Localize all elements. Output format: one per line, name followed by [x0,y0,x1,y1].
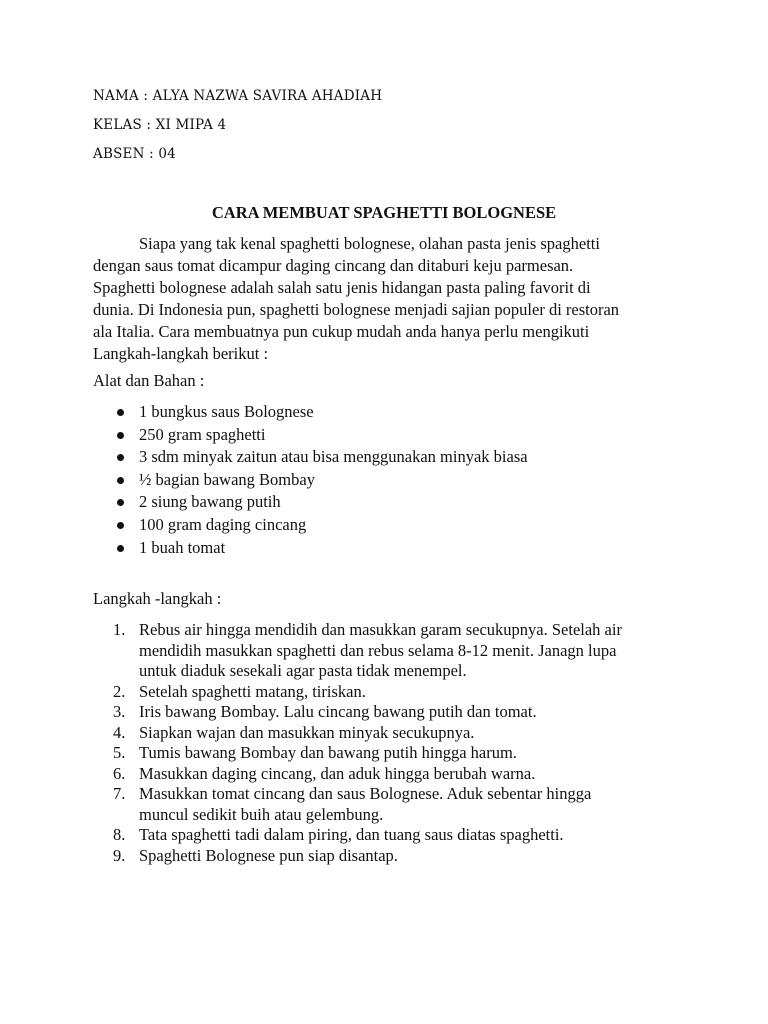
step-number: 7. [113,784,126,803]
step-item [93,620,693,682]
step-text: Rebus air hingga mendidih dan masukkan garam secukupnya. Setelah air [139,620,622,639]
step-item [93,784,693,825]
ingredient-item [93,538,528,561]
ingredient-item [93,402,528,425]
ingredient-text: ½ bagian bawang Bombay [139,469,315,489]
intro-line: Spaghetti bolognese adalah salah satu jenis hidangan pasta paling favorit di [93,278,591,297]
intro-line: Langkah-langkah berikut : [93,344,269,363]
ingredient-item [93,425,528,448]
intro-line: ala Italia. Cara membuatnya pun cukup mudah anda hanya perlu mengikuti [93,322,590,341]
ingredient-text: 1 buah tomat [139,537,226,557]
ingredient-item [93,515,528,538]
step-number: 9. [113,845,126,865]
steps-heading: Langkah -langkah : [93,589,222,608]
step-item [93,702,693,723]
step-number: 6. [113,763,126,783]
step-text: Spaghetti Bolognese pun siap disantap. [139,845,398,865]
step-number: 3. [113,702,126,721]
step-text: Masukkan daging cincang, dan aduk hingga berubah warna. [139,763,536,783]
student-class: KELAS : XI MIPA 4 [93,117,227,133]
step-item [93,743,693,764]
step-text: Tata spaghetti tadi dalam piring, dan tuang saus diatas spaghetti. [139,825,564,844]
bullet-icon [117,432,124,439]
step-number: 5. [113,743,126,762]
tools-heading: Alat dan Bahan : [93,371,205,390]
step-number: 1. [113,620,126,639]
ingredient-text: 2 siung bawang putih [139,492,281,512]
ingredients-list [93,402,528,560]
bullet-icon [117,499,124,506]
ingredient-text: 250 gram spaghetti [139,424,266,444]
step-text: Tumis bawang Bombay dan bawang putih hingga harum. [139,743,517,762]
ingredient-item [93,447,528,470]
ingredient-item [93,492,528,515]
ingredient-text: 100 gram daging cincang [139,514,307,534]
step-text: Setelah spaghetti matang, tiriskan. [139,681,366,701]
intro-paragraph [93,233,683,365]
step-text: mendidih masukkan spaghetti dan rebus selama 8-12 menit. Janagn lupa [139,640,617,660]
bullet-icon [117,477,124,484]
step-item [93,723,693,744]
step-number: 8. [113,825,126,844]
step-text: Iris bawang Bombay. Lalu cincang bawang putih dan tomat. [139,702,537,721]
bullet-icon [117,522,124,529]
step-text: Masukkan tomat cincang dan saus Bolognese. Aduk sebentar hingga [139,784,592,803]
step-text: untuk diaduk sesekali agar pasta tidak menempel. [139,661,467,680]
bullet-icon [117,454,124,461]
step-number: 4. [113,722,126,742]
step-item [93,682,693,703]
document-title: CARA MEMBUAT SPAGHETTI BOLOGNESE [211,203,557,222]
intro-line: dunia. Di Indonesia pun, spaghetti bolognese menjadi sajian populer di restoran [93,300,620,319]
step-text: Siapkan wajan dan masukkan minyak secukupnya. [139,722,475,742]
step-number: 2. [113,681,126,701]
steps-list [93,620,693,866]
step-item [93,825,693,846]
intro-line: dengan saus tomat dicampur daging cincang dan ditaburi keju parmesan. [93,256,574,275]
student-attendance-number: ABSEN : 04 [93,146,176,162]
ingredient-item [93,470,528,493]
intro-line: Siapa yang tak kenal spaghetti bolognese, olahan pasta jenis spaghetti [139,234,600,253]
bullet-icon [117,409,124,416]
bullet-icon [117,545,124,552]
step-item [93,846,693,867]
step-text: muncul sedikit buih atau gelembung. [139,804,384,824]
ingredient-text: 3 sdm minyak zaitun atau bisa menggunakan minyak biasa [139,447,528,467]
ingredient-text: 1 bungkus saus Bolognese [139,402,314,421]
step-item [93,764,693,785]
student-name: NAMA : ALYA NAZWA SAVIRA AHADIAH [93,88,383,104]
